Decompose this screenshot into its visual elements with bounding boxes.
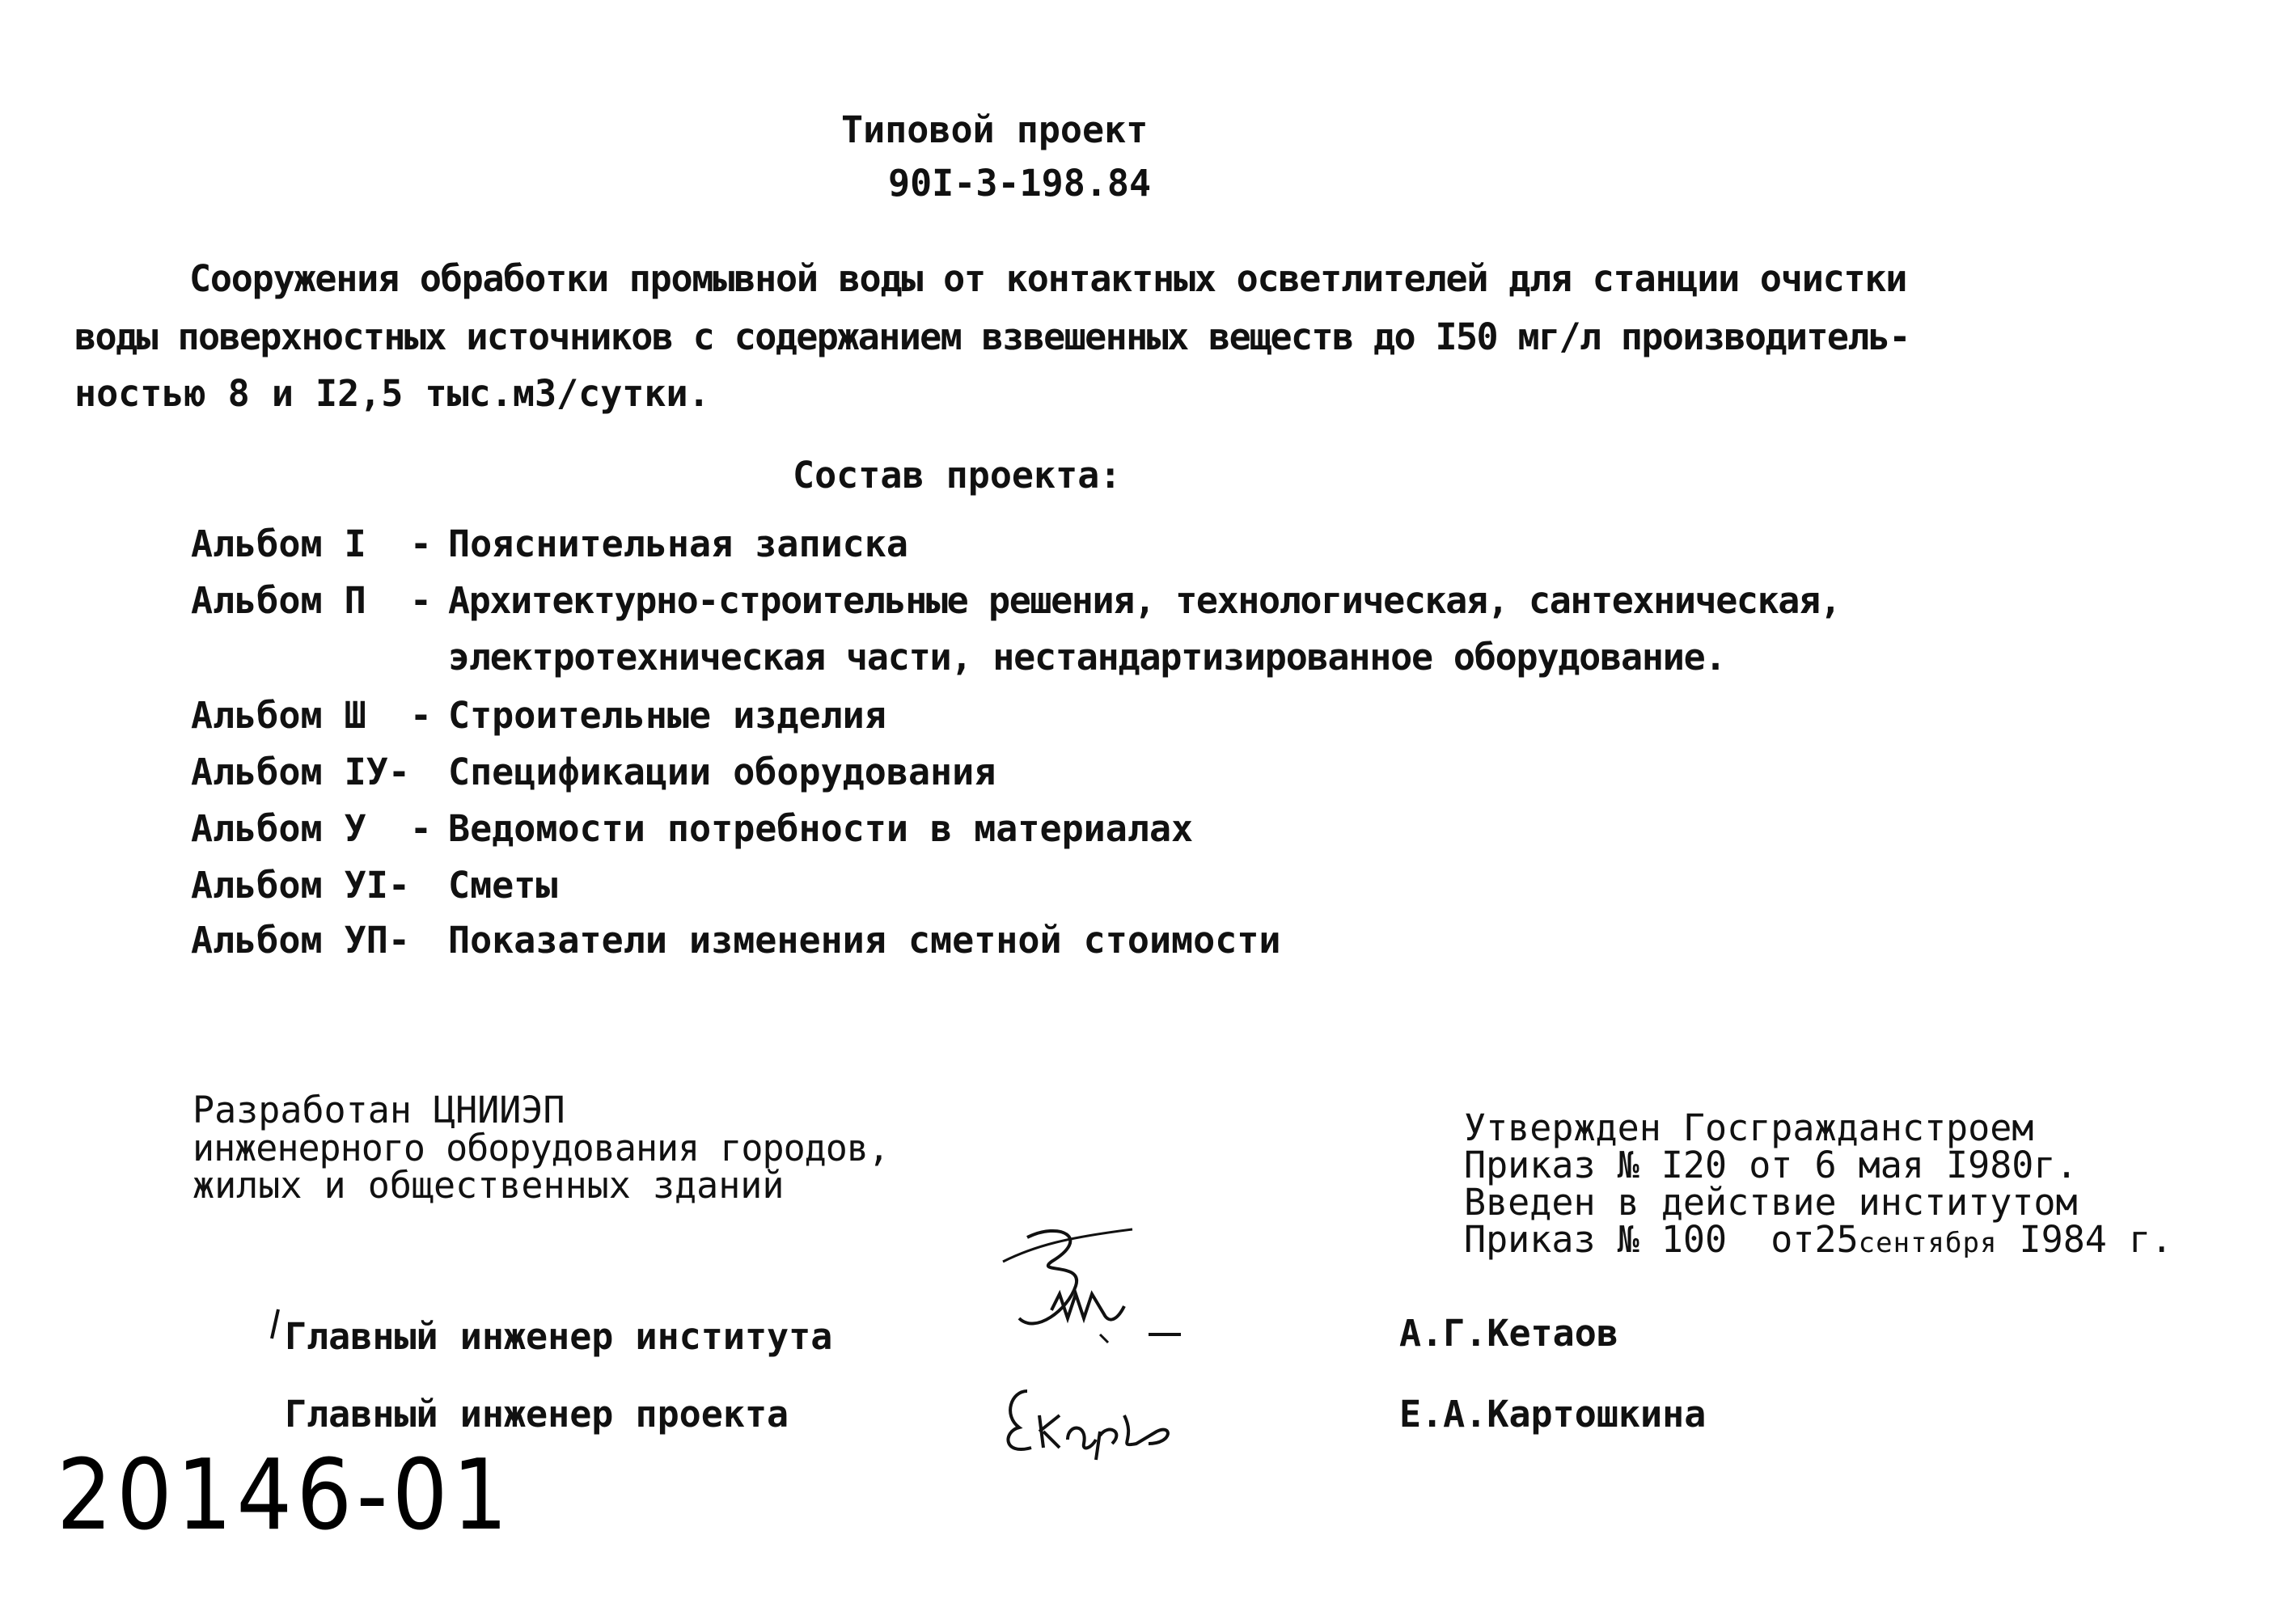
chief-project-title: Главный инженер проекта (285, 1393, 789, 1436)
approval-line-3: Введен в действие институтом (1464, 1181, 2078, 1224)
approval-order: Приказ № 100 от25 (1464, 1218, 1859, 1261)
composition-item (191, 694, 886, 737)
album-title: Архитектурно-строительные решения, технологическая, сантехническая, (448, 579, 1841, 622)
composition-item (191, 751, 996, 793)
signature-chief-project (995, 1367, 1205, 1464)
developer-line-1: Разработан ЦНИИЭП (192, 1089, 565, 1131)
composition-item (191, 522, 908, 565)
album-title: Строительные изделия (448, 694, 886, 737)
approval-line-4 (1464, 1218, 2173, 1261)
composition-item (191, 864, 558, 907)
description-line-2: воды поверхностных источников с содержанием взвешенных веществ до I50 мг/л производитель- (74, 315, 1910, 358)
doc-title: Типовой проект (841, 108, 1149, 151)
approval-month: сентября (1858, 1227, 1998, 1259)
stamp-number: 20146-01 (57, 1440, 513, 1552)
album-title: Ведомости потребности в материалах (448, 807, 1194, 850)
composition-item (191, 636, 1726, 679)
approval-line-2: Приказ № I20 от 6 мая I980г. (1464, 1144, 2078, 1186)
album-label: Альбом IУ- (191, 751, 433, 793)
composition-item (191, 807, 1194, 850)
album-label: Альбом I - (191, 522, 455, 565)
developer-line-2: инженерного оборудования городов, (192, 1127, 890, 1169)
chief-institute-name: А.Г.Кетаов (1399, 1312, 1618, 1355)
album-label: Альбом УI- (191, 864, 433, 907)
album-title: электротехническая части, нестандартизированное оборудование. (448, 636, 1726, 679)
album-label: Альбом Ш - (191, 694, 455, 737)
album-title: Сметы (448, 864, 558, 907)
album-label: Альбом У - (191, 807, 455, 850)
signature-chief-institute (987, 1213, 1229, 1359)
album-label: Альбом УП- (191, 919, 433, 962)
album-title: Показатели изменения сметной стоимости (448, 919, 1281, 962)
chief-project-name: Е.А.Картошкина (1399, 1393, 1707, 1436)
composition-heading: Состав проекта: (793, 454, 1122, 497)
approval-line-1: Утвержден Госгражданстроем (1464, 1106, 2034, 1149)
composition-item (191, 579, 1841, 622)
album-label: Альбом П - (191, 579, 455, 622)
description-line-3: ностью 8 и I2,5 тыс.м3/сутки. (74, 372, 710, 415)
album-title: Пояснительная записка (448, 522, 908, 565)
tick-mark (267, 1306, 283, 1355)
description-line-1: Сооружения обработки промывной воды от контактных осветлителей для станции очистки (189, 257, 1907, 300)
chief-institute-title: Главный инженер института (285, 1315, 833, 1358)
approval-year: I984 г. (1997, 1218, 2173, 1261)
developer-line-3: жилых и общественных зданий (192, 1164, 785, 1207)
composition-item (191, 919, 1281, 962)
doc-code: 90I-3-198.84 (888, 162, 1152, 205)
album-title: Спецификации оборудования (448, 751, 996, 793)
